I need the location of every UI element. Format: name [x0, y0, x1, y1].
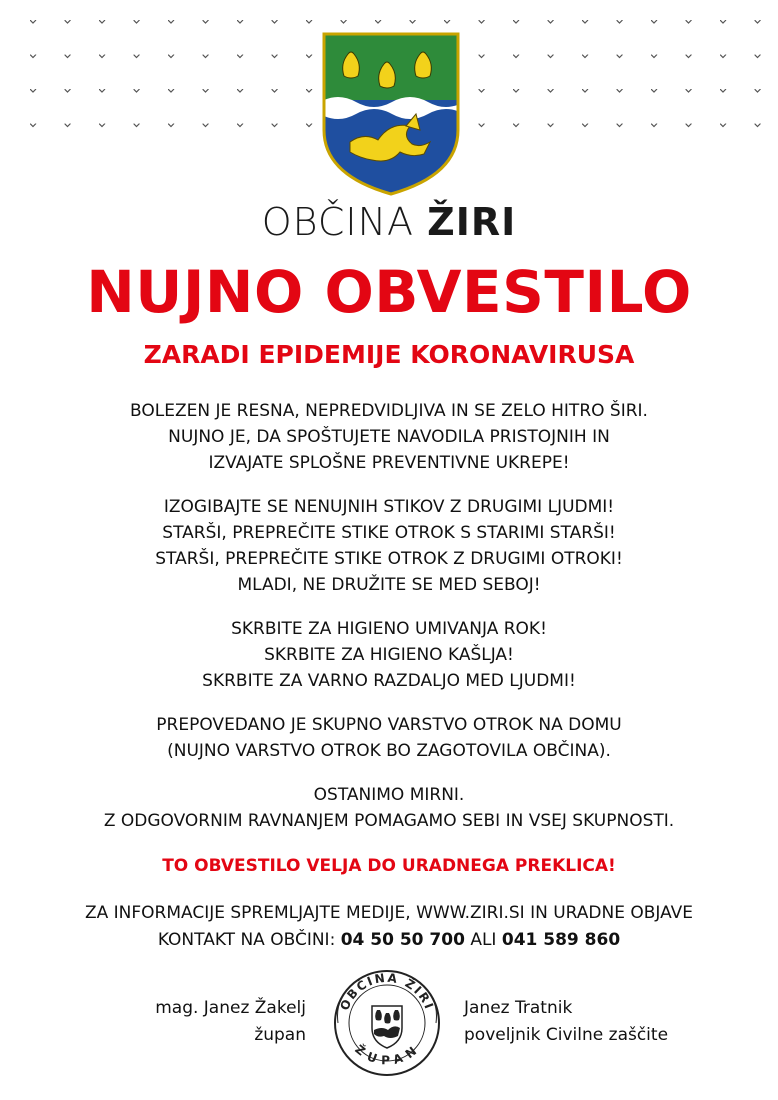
page-title: NUJNO OBVESTILO [86, 258, 692, 326]
phone-primary: 04 50 50 700 [340, 930, 465, 950]
text-line: PREPOVEDANO JE SKUPNO VARSTVO OTROK NA DOMU [156, 715, 622, 735]
official-seal [332, 968, 442, 1078]
text-line: MLADI, NE DRUŽITE SE MED SEBOJ! [237, 575, 541, 595]
or-word: ALI [470, 930, 497, 950]
text-line: SKRBITE ZA HIGIENO KAŠLJA! [264, 645, 514, 665]
info-line: ZA INFORMACIJE SPREMLJAJTE MEDIJE, WWW.ZIRI.SI IN URADNE OBJAVE [84, 903, 694, 923]
contact-block [0, 900, 778, 954]
paragraph-calm [20, 782, 758, 834]
paragraph-hygiene [20, 616, 758, 694]
contact-label: KONTAKT NA OBČINI: [157, 930, 336, 950]
municipality-coat-of-arms [320, 30, 462, 198]
text-line: SKRBITE ZA VARNO RAZDALJO MED LJUDMI! [202, 671, 576, 691]
commander-role: poveljnik Civilne zaščite [464, 1025, 669, 1045]
text-line: OSTANIMO MIRNI. [313, 785, 465, 805]
signature-mayor [155, 995, 306, 1049]
phone-secondary: 041 589 860 [501, 930, 621, 950]
text-line: STARŠI, PREPREČITE STIKE OTROK Z DRUGIMI OTROKI! [155, 549, 623, 569]
text-line: BOLEZEN JE RESNA, NEPREDVIDLJIVA IN SE ZELO HITRO ŠIRI. [130, 401, 648, 421]
signature-civil-protection [464, 995, 668, 1049]
text-line: IZOGIBAJTE SE NENUJNIH STIKOV Z DRUGIMI LJUDMI! [163, 497, 615, 517]
paragraph-disease [20, 398, 758, 476]
text-line: (NUJNO VARSTVO OTROK BO ZAGOTOVILA OBČINA). [167, 741, 611, 761]
text-line: Z ODGOVORNIM RAVNANJEM POMAGAMO SEBI IN VSEJ SKUPNOSTI. [103, 811, 675, 831]
paragraph-contacts [20, 494, 758, 598]
text-line: NUJNO JE, DA SPOŠTUJETE NAVODILA PRISTOJNIH IN [168, 427, 610, 447]
municipality-town: ŽIRI [427, 200, 517, 244]
paragraph-childcare [20, 712, 758, 764]
validity-notice: TO OBVESTILO VELJA DO URADNEGA PREKLICA! [162, 856, 616, 876]
notice-body [20, 398, 758, 852]
mayor-role: župan [254, 1025, 306, 1045]
municipality-prefix: OBČINA [261, 200, 415, 244]
seal-bottom-text: ŽUPAN [352, 1042, 422, 1068]
contact-line [0, 927, 778, 954]
mayor-name: mag. Janez Žakelj [155, 998, 306, 1018]
commander-name: Janez Tratnik [464, 998, 573, 1018]
text-line: SKRBITE ZA HIGIENO UMIVANJA ROK! [231, 619, 547, 639]
text-line: IZVAJATE SPLOŠNE PREVENTIVNE UKREPE! [208, 453, 570, 473]
page-subtitle: ZARADI EPIDEMIJE KORONAVIRUSA [143, 340, 635, 369]
municipality-name [0, 200, 778, 244]
text-line: STARŠI, PREPREČITE STIKE OTROK S STARIMI STARŠI! [162, 523, 616, 543]
seal-top-text: OBČINA ŽIRI [337, 970, 437, 1013]
